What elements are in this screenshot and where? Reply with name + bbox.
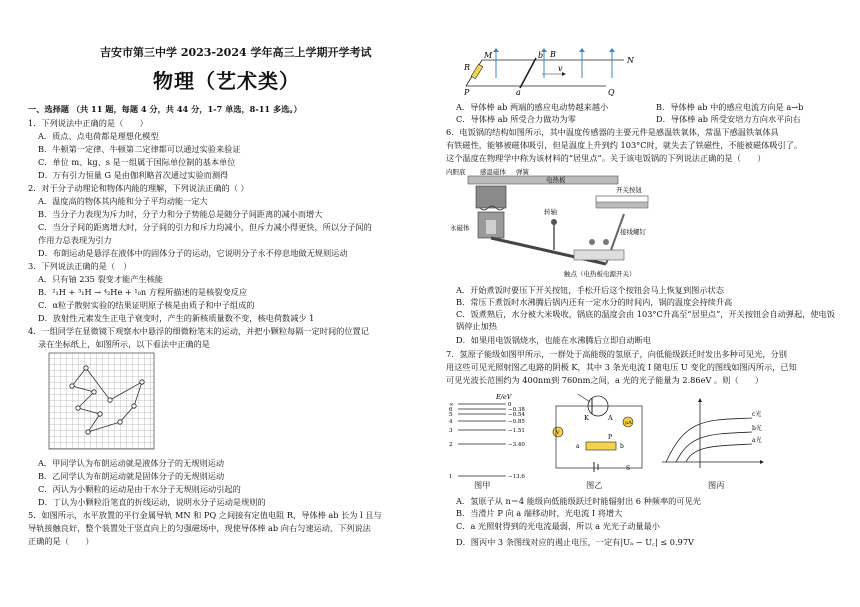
q7-option-a: A．氢原子从 n＝4 能级向低能级跃迁时能辐射出 6 种频率的可见光 [456, 496, 701, 506]
q2-option-d: D．布朗运动是悬浮在液体中的固体分子的运动，它说明分子永不停息地做无规则运动 [38, 248, 348, 258]
q3-option-a: A．只有铀 235 裂变才能产生核能 [38, 274, 163, 284]
label-a: a [516, 88, 521, 96]
q6-line3: 这个温度在物理学中称为该材料的“居里点”。关于该电饭锅的下列说法正确的是（ ） [446, 153, 766, 163]
q2-option-a: A．温度高的物体其内能和分子平均动能一定大 [38, 196, 208, 206]
q1-stem: 1．下列说法中正确的是（ ） [28, 118, 148, 128]
brownian-motion-grid-figure [48, 352, 158, 452]
q4-option-d: D．丁认为小颗粒沿笔直的折线运动，说明水分子运动是规则的 [38, 497, 266, 507]
q4-stem: 4．一组同学在显微镜下观察水中悬浮的细微粉笔末的运动，并把小颗粒每隔一定时间的位置记 [28, 326, 369, 336]
svg-text:S: S [626, 465, 631, 472]
energy-level-n: 2 [449, 442, 453, 448]
iu-curve-figure [656, 398, 766, 478]
label-b: b [538, 51, 544, 60]
q6-option-a: A．开始煮饭时要压下开关按钮，手松开后这个按钮会马上恢复到图示状态 [456, 285, 724, 295]
section-heading: 一、选择题 （共 11 题，每题 4 分，共 44 分，1-7 单选，8-11 多选。） [28, 104, 302, 114]
q7-option-b: B．当滑片 P 向 a 端移动时，光电流 I 将增大 [456, 508, 623, 518]
q6-option-c: C．饭煮熟后，水分被大米吸收，锅底的温度会由 103°C升高至“居里点”，开关按钮会自动弹起，使电饭 [456, 309, 835, 319]
svg-text:V: V [556, 430, 560, 436]
q7-line1: 7．氢原子能级如图甲所示，一群处于高能级的氢原子，向低能级跃迁时发出多种可见光，分别 [446, 349, 787, 359]
svg-text:c光: c光 [752, 411, 762, 418]
caption-fig-jia: 图甲 [474, 480, 491, 490]
q4-option-c: C．丙认为小颗粒的运动是由于水分子无规则运动引起的 [38, 484, 241, 494]
q2-option-c: C．当分子间的距离增大时，分子间的引力和斥力均减小，但斥力减小得更快，所以分子间的 [38, 222, 372, 232]
q6-option-d: D．如果用电饭锅烧水，也能在水沸腾后立即自动断电 [456, 335, 651, 345]
q3-option-b: B．²₁H + ³₁H → ⁴₂He + ¹₀n 方程所描述的是核裂变反应 [38, 287, 248, 297]
energy-level-diagram [448, 390, 538, 482]
energy-level-n: 3 [449, 428, 453, 434]
energy-level-n: 4 [449, 419, 453, 425]
label-R: R [464, 63, 471, 72]
energy-level-n: 6 [449, 407, 453, 413]
q2-stem: 2．对于分子动理论和物体内能的理解，下列说法正确的（ ） [28, 183, 249, 193]
q6-option-c-cont: 锅停止加热 [456, 321, 497, 331]
fig-label-terminal-screw: 接线螺钉 [620, 228, 646, 236]
q1-option-c: C．单位 m、kg、s 是一组属于国际单位制的基本单位 [38, 157, 236, 167]
caption-fig-yi: 图乙 [586, 480, 603, 490]
energy-level-value: −0.54 [508, 412, 525, 418]
label-P: P [464, 88, 470, 96]
svg-text:μA: μA [625, 420, 632, 426]
label-M: M [484, 51, 493, 60]
q4-option-b: B．乙同学认为布朗运动就是固体分子的无规则运动 [38, 471, 225, 481]
rice-cooker-figure [446, 166, 686, 280]
q5-line1: 5．如图所示，水平放置的平行金属导轨 MN 和 PQ 之间接有定值电阻 R，导体棒 ab 长为 l 且与 [28, 510, 382, 520]
energy-level-n: 5 [449, 412, 453, 418]
label-B: B [550, 50, 556, 59]
label-Q: Q [608, 88, 615, 96]
svg-text:a光: a光 [752, 437, 762, 444]
q5-line3: 正确的是（ ） [28, 536, 94, 546]
energy-level-n: 1 [449, 474, 453, 480]
svg-text:b光: b光 [752, 425, 762, 432]
q5-option-d: D．导体棒 ab 所受安培力方向水平向右 [656, 114, 801, 124]
q4-option-a: A．甲同学认为布朗运动就是液体分子的无规则运动 [38, 458, 225, 468]
q5-option-b: B．导体棒 ab 中的感应电流方向是 a→b [656, 102, 804, 112]
q3-option-c: C．α粒子散射实验的结果证明原子核是由质子和中子组成的 [38, 300, 255, 310]
svg-text:b: b [620, 443, 624, 450]
q7-line3: 可见光波长范围约为 400nm到 760nm之间，a 光的光子能量为 2.86eV 。则（ ） [446, 375, 764, 385]
school-title: 吉安市第三中学 2023-2024 学年高三上学期开学考试 [100, 46, 372, 59]
energy-level-value: −1.51 [508, 428, 525, 434]
q7-line2: 用这些可见光照射图乙电路的阴极 K，其中 3 条光电流 I 随电压 U 变化的图线如图丙所示，已知 [446, 362, 797, 372]
fig-label-permanent-magnet: 永磁体 [450, 224, 470, 232]
q6-option-b: B．常压下煮饭时水沸腾后锅内还有一定水分的时间内，锅的温度会持续升高 [456, 297, 733, 307]
q7-option-d: D．图丙中 3 条图线对应的遏止电压，一定有|Uₐ − U꜀| ≤ 0.97V [456, 537, 694, 547]
label-v: v [558, 64, 563, 73]
fig-label-shaft: 转轴 [544, 208, 557, 216]
fig-label-contact: 触点（电热板电源开关） [564, 270, 636, 278]
q6-line2: 有铁磁性，能够被磁体吸引，但是温度上升到约 103°C时，就失去了铁磁性，不能被磁体吸引了。 [446, 140, 803, 150]
energy-level-value: −0.85 [508, 419, 525, 425]
q6-line1: 6．电饭锅的结构如图所示，其中温度传感器的主要元件是感温铁氧体，常温下感温铁氧体具 [446, 127, 779, 137]
q7-option-c: C．a 光照射得到的光电流最弱，所以 a 光光子动量最小 [456, 521, 660, 531]
energy-level-value: −0.38 [508, 407, 525, 413]
svg-text:A: A [608, 414, 613, 422]
q3-stem: 3．下列说法正确的是（ ） [28, 261, 132, 271]
energy-level-value: 0 [508, 402, 512, 408]
photoelectric-circuit-figure [546, 392, 656, 476]
label-N: N [627, 56, 634, 65]
q4-stem-cont: 录在坐标纸上，如图所示，以下看法中正确的是 [38, 339, 210, 349]
svg-text:P: P [608, 434, 613, 441]
caption-fig-bing: 图丙 [708, 480, 725, 490]
energy-level-n: ∞ [449, 402, 454, 408]
fig-label-switch-button: 开关按钮 [616, 186, 642, 194]
svg-text:K: K [584, 414, 589, 422]
q1-option-a: A．质点、点电荷都是理想化模型 [38, 131, 159, 141]
energy-level-value: −13.6 [508, 474, 525, 480]
fig-label-heating-plate: 电热板 [546, 176, 566, 184]
q5-line2: 导轨接触良好，整个装置处于竖直向上的匀强磁场中，现使导体棒 ab 向右匀速运动，下列说法 [28, 523, 371, 533]
energy-level-value: −3.40 [508, 442, 525, 448]
svg-text:a: a [576, 443, 580, 450]
fig-label-sensor-magnet: 感温磁体 [480, 168, 506, 176]
q1-option-b: B．牛顿第一定律、牛顿第二定律都可以通过实验来验证 [38, 144, 241, 154]
subject-title: 物理（艺术类） [153, 69, 300, 93]
fig-label-inner-pot: 内胆底 [446, 168, 466, 176]
fig-label-spring: 弹簧 [516, 168, 529, 176]
q2-option-b: B．当分子力表现为斥力时，分子力和分子势能总是随分子间距离的减小而增大 [38, 209, 323, 219]
q1-option-d: D．万有引力恒量 G 是由伽利略首次通过实验而测得 [38, 170, 229, 180]
q5-option-a: A．导体棒 ab 两端的感应电动势越来越小 [456, 102, 609, 112]
rail-induction-figure [464, 48, 634, 96]
q3-option-d: D．放射性元素发生正电子衰变时，产生的新核质量数不变，核电荷数减少 1 [38, 313, 315, 323]
q5-option-c: C．导体棒 ab 所受合力做功为零 [456, 114, 576, 124]
energy-axis-label: E/eV [496, 393, 512, 401]
q2-option-c-cont: 作用力总表现为引力 [38, 235, 112, 245]
